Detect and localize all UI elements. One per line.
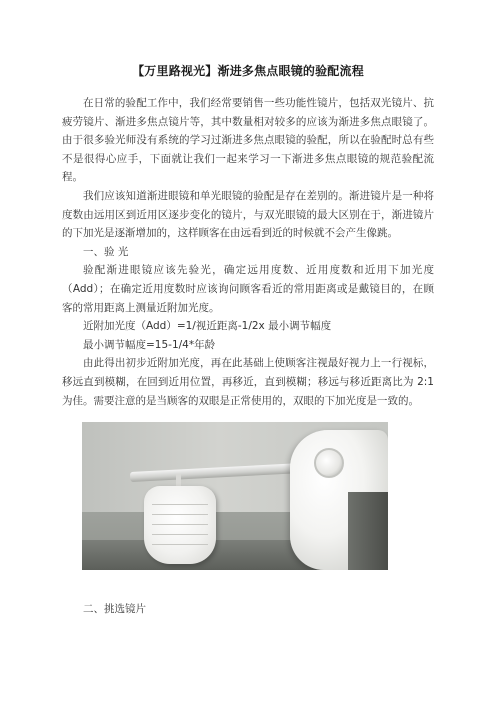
phoropter-photo (82, 422, 388, 570)
formula-add: 近附加光度（Add）=1/视近距离-1/2x 最小调节幅度 (83, 320, 332, 333)
card-text-line (152, 514, 208, 515)
card-text-line (152, 524, 208, 525)
section-heading-refraction: 一、验 光 (83, 245, 129, 258)
phoropter-lens (314, 448, 344, 478)
card-text-line (152, 534, 208, 535)
intro-paragraph-1: 在日常的验配工作中，我们经常要销售一些功能性镜片，包括双光镜片、抗疲劳镜片、渐进多焦点镜片等，其中数量相对较多的应该为渐进多焦点眼镜了。由于很多验光师没有系统的学习过渐进多焦点眼镜的验配，所以在验配时总有些不是很得心应手，下面就让我们一起来学习一下渐进多焦点眼镜的规范验配流程。 (62, 97, 434, 184)
near-reading-card (144, 486, 216, 564)
photo-shadow (348, 492, 388, 570)
card-text-line (152, 544, 208, 545)
card-text-line (152, 504, 208, 505)
section-heading-lens-selection: 二、挑选镜片 (83, 603, 146, 616)
document-title: 【万里路视光】渐进多焦点眼镜的验配流程 (132, 64, 364, 78)
refraction-paragraph: 验配渐进眼镜应该先验光，确定远用度数、近用度数和近用下加光度（Add）；在确定近用度数时应该询问顾客看近的常用距离或是戴镜目的，在顾客的常用距离上测量近附加光度。 (62, 264, 434, 314)
refraction-method-paragraph: 由此得出初步近附加光度，再在此基础上使顾客注视最好视力上一行视标，移远直到模糊，在回到近用位置，再移近，直到模糊；移远与移近距离比为 2:1 为佳。需要注意的是当顾客的双眼是正常使用的，双眼的下加光度是一致的。 (62, 357, 434, 407)
intro-paragraph-2: 我们应该知道渐进眼镜和单光眼镜的验配是存在差别的。渐进镜片是一种将度数由远用区到近用区逐步变化的镜片，与双光眼镜的最大区别在于，渐进镜片的下加光是逐渐增加的，这样顾客在由远看到近的时候就不会产生像跳。 (62, 189, 434, 240)
formula-accommodation: 最小调节幅度=15-1/4*年龄 (83, 338, 216, 351)
